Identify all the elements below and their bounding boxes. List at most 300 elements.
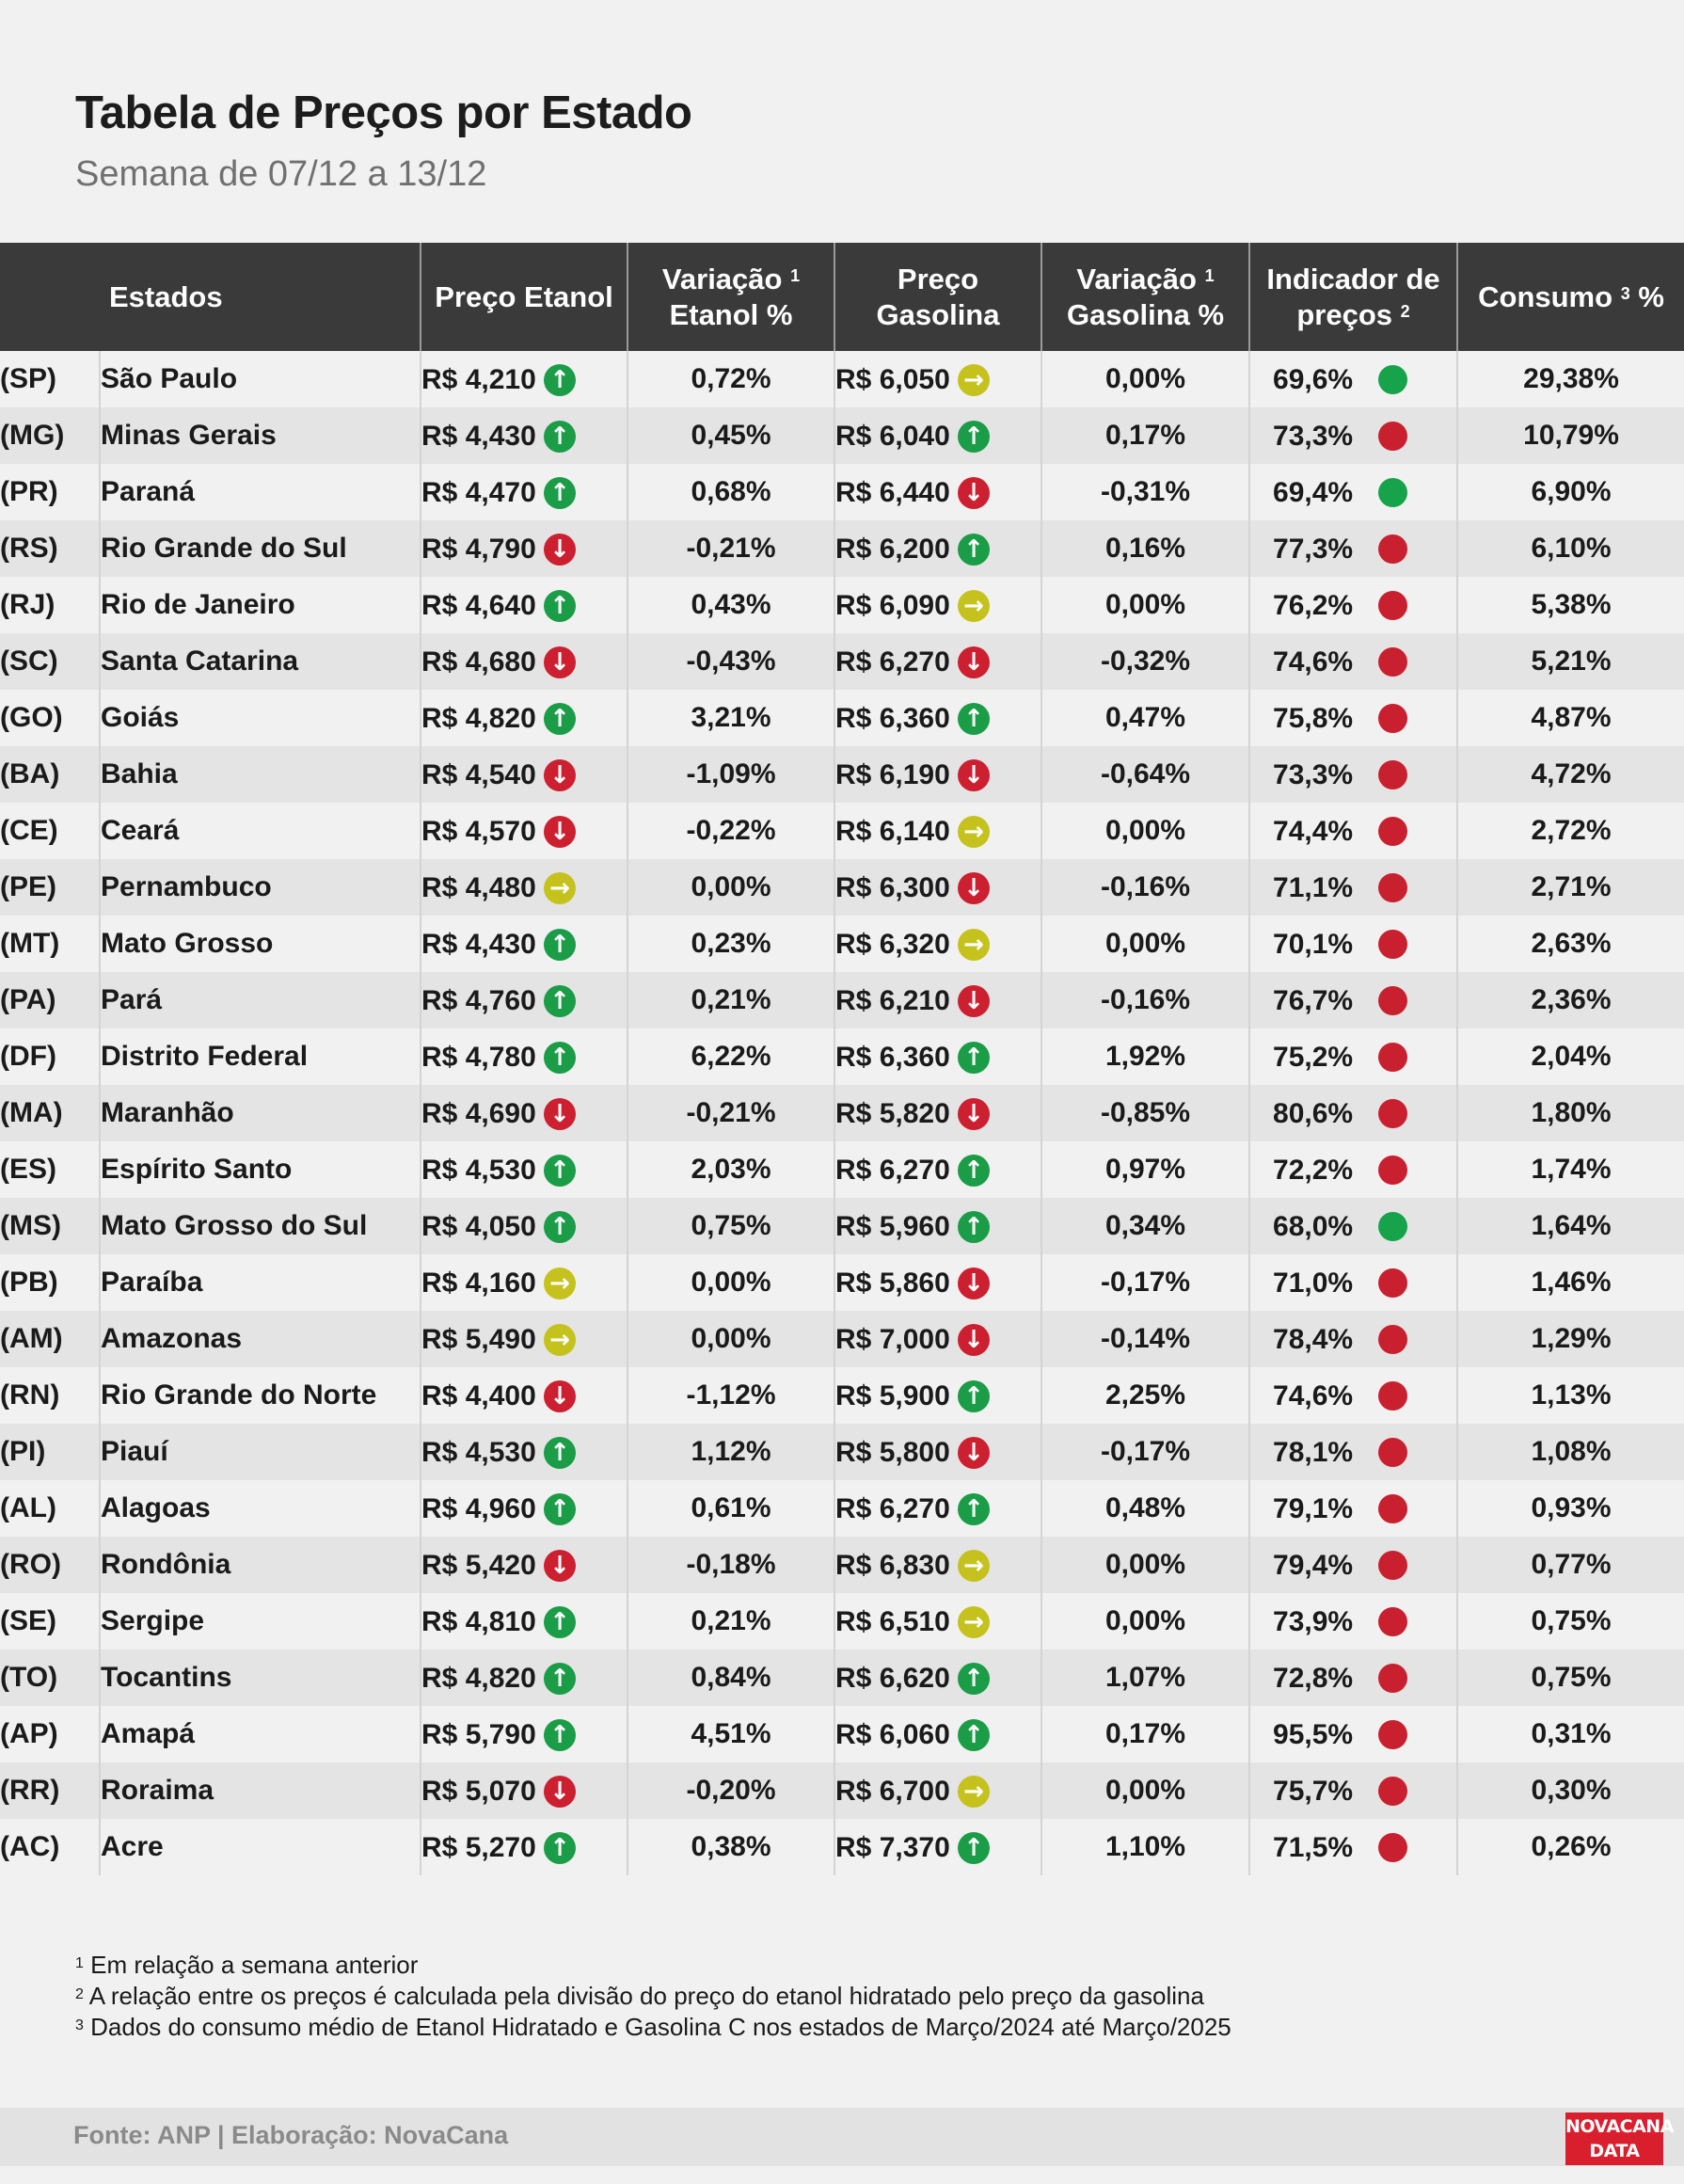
state-abbr: (MT) [0,916,100,972]
table-row [0,1593,1684,1650]
table-row [0,1141,1684,1198]
up-arrow-icon: ↑ [544,1042,576,1074]
up-arrow-icon: ↑ [544,1606,576,1638]
gasoline-price-cell [834,1028,1041,1085]
flat-arrow-icon: → [544,1324,576,1356]
up-arrow-icon: ↑ [958,1042,990,1074]
gasoline-price: R$ 5,960 [835,1210,950,1242]
ethanol-price: R$ 5,490 [421,1323,536,1355]
gasoline-price: R$ 6,200 [835,533,950,565]
table-row [0,1028,1684,1085]
price-indicator-value: 74,6% [1273,1379,1354,1411]
ethanol-variation: -1,12% [628,1367,834,1424]
state-name: Paraná [100,464,421,520]
gasoline-price-cell [834,1593,1041,1650]
table-row [0,351,1684,407]
ethanol-variation: 0,45% [628,407,834,464]
state-name: Alagoas [100,1480,421,1537]
red-status-dot-icon [1378,1099,1407,1128]
table-header-row [0,243,1684,351]
gasoline-variation: -0,85% [1041,1085,1249,1141]
consumption-share: 4,87% [1457,690,1684,746]
ethanol-price: R$ 5,790 [421,1718,536,1750]
price-indicator-value: 95,5% [1273,1718,1354,1750]
price-indicator-cell [1249,1254,1457,1311]
down-arrow-icon: ↓ [958,1324,990,1356]
table-row [0,577,1684,633]
table-row [0,633,1684,690]
up-arrow-icon: ↑ [544,1663,576,1695]
gasoline-price: R$ 6,140 [835,815,950,847]
up-arrow-icon: ↑ [958,1832,990,1864]
gasoline-price: R$ 6,440 [835,476,950,508]
state-abbr: (RR) [0,1762,100,1819]
gasoline-price-cell [834,520,1041,577]
red-status-dot-icon [1378,1381,1407,1411]
state-abbr: (RS) [0,520,100,577]
up-arrow-icon: ↑ [544,929,576,961]
price-indicator-cell [1249,407,1457,464]
source-credit: Fonte: ANP | Elaboração: NovaCana [73,2121,509,2149]
gasoline-variation: 0,17% [1041,1706,1249,1762]
ethanol-variation: 0,84% [628,1650,834,1706]
state-name: Rio de Janeiro [100,577,421,633]
state-abbr: (AC) [0,1819,100,1875]
price-indicator-cell [1249,803,1457,859]
ethanol-price-cell [421,1367,628,1424]
ethanol-variation: 0,00% [628,1311,834,1367]
up-arrow-icon: ↑ [544,1832,576,1864]
prices-table [0,243,1684,1875]
footnote: $^3$ Dados do consumo médio de Etanol Hidratado e Gasolina C nos estados de Março/2024 até Março/2025 [75,2013,1231,2041]
red-status-dot-icon [1378,1720,1407,1749]
gasoline-variation: 1,10% [1041,1819,1249,1875]
gasoline-price: R$ 6,360 [835,702,950,734]
ethanol-price: R$ 4,210 [421,363,536,395]
down-arrow-icon: ↓ [544,759,576,791]
col-header-variacao-etanol: Variação $^1$ Etanol % [628,243,834,351]
up-arrow-icon: ↑ [544,477,576,509]
state-abbr: (PB) [0,1254,100,1311]
price-indicator-value: 68,0% [1273,1210,1354,1242]
red-status-dot-icon [1378,1268,1407,1298]
consumption-share: 2,63% [1457,916,1684,972]
flat-arrow-icon: → [958,816,990,848]
up-arrow-icon: ↑ [544,1155,576,1187]
table-row [0,1537,1684,1593]
state-name: Amazonas [100,1311,421,1367]
gasoline-price-cell [834,1311,1041,1367]
ethanol-variation: 3,21% [628,690,834,746]
page-title: Tabela de Preços por Estado [75,88,692,138]
state-abbr: (GO) [0,690,100,746]
consumption-share: 6,10% [1457,520,1684,577]
consumption-share: 2,71% [1457,859,1684,916]
page-subtitle: Semana de 07/12 a 13/12 [75,154,487,194]
ethanol-variation: 0,75% [628,1198,834,1254]
gasoline-price-cell [834,1650,1041,1706]
price-indicator-value: 80,6% [1273,1097,1354,1129]
gasoline-variation: 0,16% [1041,520,1249,577]
ethanol-price-cell [421,916,628,972]
ethanol-variation: 0,00% [628,859,834,916]
gasoline-variation: 0,00% [1041,916,1249,972]
price-indicator-value: 73,3% [1273,420,1354,452]
gasoline-price: R$ 6,270 [835,1154,950,1186]
col-header-preco-gasolina: Preço Gasolina [834,243,1041,351]
ethanol-variation: 0,23% [628,916,834,972]
price-indicator-value: 78,1% [1273,1436,1354,1468]
table-row [0,520,1684,577]
ethanol-price-cell [421,1819,628,1875]
down-arrow-icon: ↓ [544,534,576,566]
red-status-dot-icon [1378,1607,1407,1636]
gasoline-price: R$ 6,270 [835,1492,950,1524]
up-arrow-icon: ↑ [958,421,990,453]
state-name: Bahia [100,746,421,803]
gasoline-price-cell [834,1706,1041,1762]
col-header-preco-etanol: Preço Etanol [421,243,628,351]
red-status-dot-icon [1378,1438,1407,1467]
gasoline-price: R$ 6,270 [835,646,950,678]
price-indicator-cell [1249,746,1457,803]
down-arrow-icon: ↓ [544,1776,576,1808]
state-name: Ceará [100,803,421,859]
price-indicator-value: 78,4% [1273,1323,1354,1355]
ethanol-price: R$ 4,480 [421,871,536,903]
down-arrow-icon: ↓ [544,646,576,678]
up-arrow-icon: ↑ [958,1663,990,1695]
price-indicator-value: 71,1% [1273,871,1354,903]
gasoline-price: R$ 6,620 [835,1662,950,1694]
consumption-share: 1,80% [1457,1085,1684,1141]
ethanol-variation: 0,43% [628,577,834,633]
col-header-consumo: Consumo $^3$ % [1457,243,1684,351]
consumption-share: 1,13% [1457,1367,1684,1424]
consumption-share: 0,31% [1457,1706,1684,1762]
state-name: Santa Catarina [100,633,421,690]
ethanol-variation: 0,38% [628,1819,834,1875]
red-status-dot-icon [1378,1494,1407,1523]
red-status-dot-icon [1378,1043,1407,1072]
up-arrow-icon: ↑ [544,985,576,1017]
table-row [0,859,1684,916]
gasoline-price: R$ 5,900 [835,1379,950,1411]
gasoline-variation: -0,17% [1041,1254,1249,1311]
consumption-share: 0,75% [1457,1593,1684,1650]
price-indicator-cell [1249,916,1457,972]
price-indicator-value: 72,2% [1273,1154,1354,1186]
ethanol-variation: -1,09% [628,746,834,803]
gasoline-price-cell [834,972,1041,1028]
ethanol-price-cell [421,1141,628,1198]
state-abbr: (MS) [0,1198,100,1254]
table-row [0,746,1684,803]
gasoline-price-cell [834,746,1041,803]
consumption-share: 5,21% [1457,633,1684,690]
up-arrow-icon: ↑ [958,1493,990,1525]
price-indicator-cell [1249,520,1457,577]
gasoline-variation: 0,97% [1041,1141,1249,1198]
gasoline-variation: 0,48% [1041,1480,1249,1537]
price-indicator-cell [1249,1424,1457,1480]
table-row [0,916,1684,972]
ethanol-price-cell [421,1424,628,1480]
ethanol-variation: -0,21% [628,520,834,577]
price-indicator-value: 69,4% [1273,476,1354,508]
table-row [0,1706,1684,1762]
state-name: Goiás [100,690,421,746]
gasoline-price: R$ 6,190 [835,758,950,790]
up-arrow-icon: ↑ [544,364,576,396]
gasoline-variation: 2,25% [1041,1367,1249,1424]
ethanol-price: R$ 4,810 [421,1605,536,1637]
gasoline-price-cell [834,1537,1041,1593]
ethanol-price-cell [421,1480,628,1537]
gasoline-price-cell [834,1424,1041,1480]
up-arrow-icon: ↑ [544,590,576,622]
flat-arrow-icon: → [958,929,990,961]
up-arrow-icon: ↑ [544,1211,576,1243]
price-indicator-cell [1249,1480,1457,1537]
ethanol-variation: 1,12% [628,1424,834,1480]
price-indicator-cell [1249,1762,1457,1819]
state-name: Acre [100,1819,421,1875]
flat-arrow-icon: → [958,364,990,396]
ethanol-variation: 0,72% [628,351,834,407]
gasoline-price-cell [834,1367,1041,1424]
ethanol-variation: 0,61% [628,1480,834,1537]
state-abbr: (AL) [0,1480,100,1537]
gasoline-price: R$ 6,060 [835,1718,950,1750]
ethanol-price-cell [421,803,628,859]
ethanol-variation: 0,21% [628,972,834,1028]
price-indicator-value: 74,6% [1273,646,1354,678]
gasoline-variation: 0,00% [1041,1537,1249,1593]
gasoline-price-cell [834,690,1041,746]
red-status-dot-icon [1378,873,1407,902]
red-status-dot-icon [1378,1156,1407,1185]
state-abbr: (BA) [0,746,100,803]
state-abbr: (PR) [0,464,100,520]
state-name: Piauí [100,1424,421,1480]
ethanol-price-cell [421,1537,628,1593]
gasoline-variation: -0,17% [1041,1424,1249,1480]
ethanol-price-cell [421,1706,628,1762]
ethanol-price-cell [421,351,628,407]
ethanol-price: R$ 4,570 [421,815,536,847]
price-indicator-value: 72,8% [1273,1662,1354,1694]
consumption-share: 1,74% [1457,1141,1684,1198]
consumption-share: 29,38% [1457,351,1684,407]
state-abbr: (PE) [0,859,100,916]
gasoline-price-cell [834,1085,1041,1141]
price-indicator-cell [1249,1367,1457,1424]
red-status-dot-icon [1378,817,1407,846]
gasoline-price-cell [834,351,1041,407]
state-abbr: (TO) [0,1650,100,1706]
ethanol-price: R$ 4,430 [421,420,536,452]
gasoline-price-cell [834,1254,1041,1311]
up-arrow-icon: ↑ [544,421,576,453]
ethanol-variation: 0,21% [628,1593,834,1650]
table-body [0,351,1684,1875]
ethanol-price-cell [421,1762,628,1819]
price-indicator-value: 76,2% [1273,589,1354,621]
red-status-dot-icon [1378,1833,1407,1862]
red-status-dot-icon [1378,534,1407,564]
gasoline-variation: 0,00% [1041,1593,1249,1650]
price-indicator-cell [1249,351,1457,407]
price-indicator-value: 71,0% [1273,1267,1354,1299]
gasoline-variation: -0,16% [1041,972,1249,1028]
down-arrow-icon: ↓ [958,477,990,509]
state-name: Mato Grosso do Sul [100,1198,421,1254]
gasoline-price: R$ 6,090 [835,589,950,621]
ethanol-price: R$ 4,640 [421,589,536,621]
ethanol-price: R$ 4,690 [421,1097,536,1129]
ethanol-price: R$ 4,530 [421,1436,536,1468]
ethanol-variation: 2,03% [628,1141,834,1198]
gasoline-variation: 0,00% [1041,803,1249,859]
gasoline-price: R$ 6,300 [835,871,950,903]
table-row [0,1198,1684,1254]
ethanol-price: R$ 4,960 [421,1492,536,1524]
consumption-share: 2,04% [1457,1028,1684,1085]
state-name: Distrito Federal [100,1028,421,1085]
gasoline-price-cell [834,1762,1041,1819]
price-indicator-value: 74,4% [1273,815,1354,847]
up-arrow-icon: ↑ [958,1719,990,1751]
gasoline-variation: 0,00% [1041,351,1249,407]
gasoline-variation: 0,17% [1041,407,1249,464]
consumption-share: 1,46% [1457,1254,1684,1311]
consumption-share: 5,38% [1457,577,1684,633]
ethanol-price-cell [421,746,628,803]
table-row [0,464,1684,520]
table-row [0,1762,1684,1819]
price-indicator-cell [1249,972,1457,1028]
state-abbr: (SC) [0,633,100,690]
up-arrow-icon: ↑ [958,1211,990,1243]
red-status-dot-icon [1378,986,1407,1015]
red-status-dot-icon [1378,1777,1407,1806]
ethanol-price-cell [421,972,628,1028]
ethanol-price-cell [421,633,628,690]
gasoline-price-cell [834,859,1041,916]
price-indicator-cell [1249,577,1457,633]
gasoline-price-cell [834,1819,1041,1875]
gasoline-price-cell [834,1480,1041,1537]
col-header-variacao-gasolina: Variação $^1$ Gasolina % [1041,243,1249,351]
consumption-share: 2,36% [1457,972,1684,1028]
ethanol-variation: 6,22% [628,1028,834,1085]
ethanol-price: R$ 4,680 [421,646,536,678]
flat-arrow-icon: → [958,1606,990,1638]
down-arrow-icon: ↓ [544,816,576,848]
ethanol-price-cell [421,859,628,916]
state-abbr: (RJ) [0,577,100,633]
ethanol-price: R$ 5,420 [421,1549,536,1581]
consumption-share: 0,77% [1457,1537,1684,1593]
state-name: Minas Gerais [100,407,421,464]
consumption-share: 0,30% [1457,1762,1684,1819]
table-row [0,407,1684,464]
gasoline-variation: -0,16% [1041,859,1249,916]
up-arrow-icon: ↑ [544,1493,576,1525]
ethanol-price-cell [421,407,628,464]
state-name: Mato Grosso [100,916,421,972]
state-name: Tocantins [100,1650,421,1706]
up-arrow-icon: ↑ [958,534,990,566]
state-abbr: (SP) [0,351,100,407]
price-indicator-value: 73,3% [1273,758,1354,790]
up-arrow-icon: ↑ [544,703,576,735]
price-indicator-cell [1249,1706,1457,1762]
ethanol-price: R$ 4,430 [421,928,536,960]
ethanol-price: R$ 4,790 [421,533,536,565]
ethanol-price: R$ 4,530 [421,1154,536,1186]
gasoline-price-cell [834,916,1041,972]
up-arrow-icon: ↑ [958,703,990,735]
ethanol-price: R$ 4,160 [421,1267,536,1299]
ethanol-variation: -0,21% [628,1085,834,1141]
ethanol-price-cell [421,1593,628,1650]
gasoline-price-cell [834,1198,1041,1254]
down-arrow-icon: ↓ [958,1098,990,1130]
gasoline-price: R$ 5,860 [835,1267,950,1299]
table-row [0,972,1684,1028]
price-indicator-cell [1249,1819,1457,1875]
up-arrow-icon: ↑ [544,1437,576,1469]
ethanol-price: R$ 4,760 [421,984,536,1016]
footnote: $^2$ A relação entre os preços é calculada pela divisão do preço do etanol hidratado pelo preço da gasolina [75,1982,1204,2010]
red-status-dot-icon [1378,1551,1407,1580]
gasoline-price: R$ 6,510 [835,1605,950,1637]
consumption-share: 1,08% [1457,1424,1684,1480]
up-arrow-icon: ↑ [958,1155,990,1187]
price-indicator-cell [1249,464,1457,520]
up-arrow-icon: ↑ [544,1719,576,1751]
gasoline-price: R$ 6,320 [835,928,950,960]
ethanol-price-cell [421,1198,628,1254]
gasoline-price: R$ 5,820 [835,1097,950,1129]
table-row [0,1367,1684,1424]
ethanol-price: R$ 4,470 [421,476,536,508]
down-arrow-icon: ↓ [544,1380,576,1412]
state-abbr: (AP) [0,1706,100,1762]
state-name: Paraíba [100,1254,421,1311]
price-indicator-cell [1249,1311,1457,1367]
consumption-share: 0,75% [1457,1650,1684,1706]
price-indicator-value: 79,1% [1273,1492,1354,1524]
gasoline-variation: -0,31% [1041,464,1249,520]
consumption-share: 10,79% [1457,407,1684,464]
price-indicator-cell [1249,1650,1457,1706]
state-name: São Paulo [100,351,421,407]
flat-arrow-icon: → [958,1776,990,1808]
gasoline-price-cell [834,407,1041,464]
consumption-share: 4,72% [1457,746,1684,803]
gasoline-variation: -0,14% [1041,1311,1249,1367]
state-abbr: (CE) [0,803,100,859]
down-arrow-icon: ↓ [958,646,990,678]
red-status-dot-icon [1378,1664,1407,1693]
price-indicator-value: 75,7% [1273,1775,1354,1807]
ethanol-variation: -0,18% [628,1537,834,1593]
gasoline-price: R$ 7,370 [835,1831,950,1863]
state-abbr: (DF) [0,1028,100,1085]
